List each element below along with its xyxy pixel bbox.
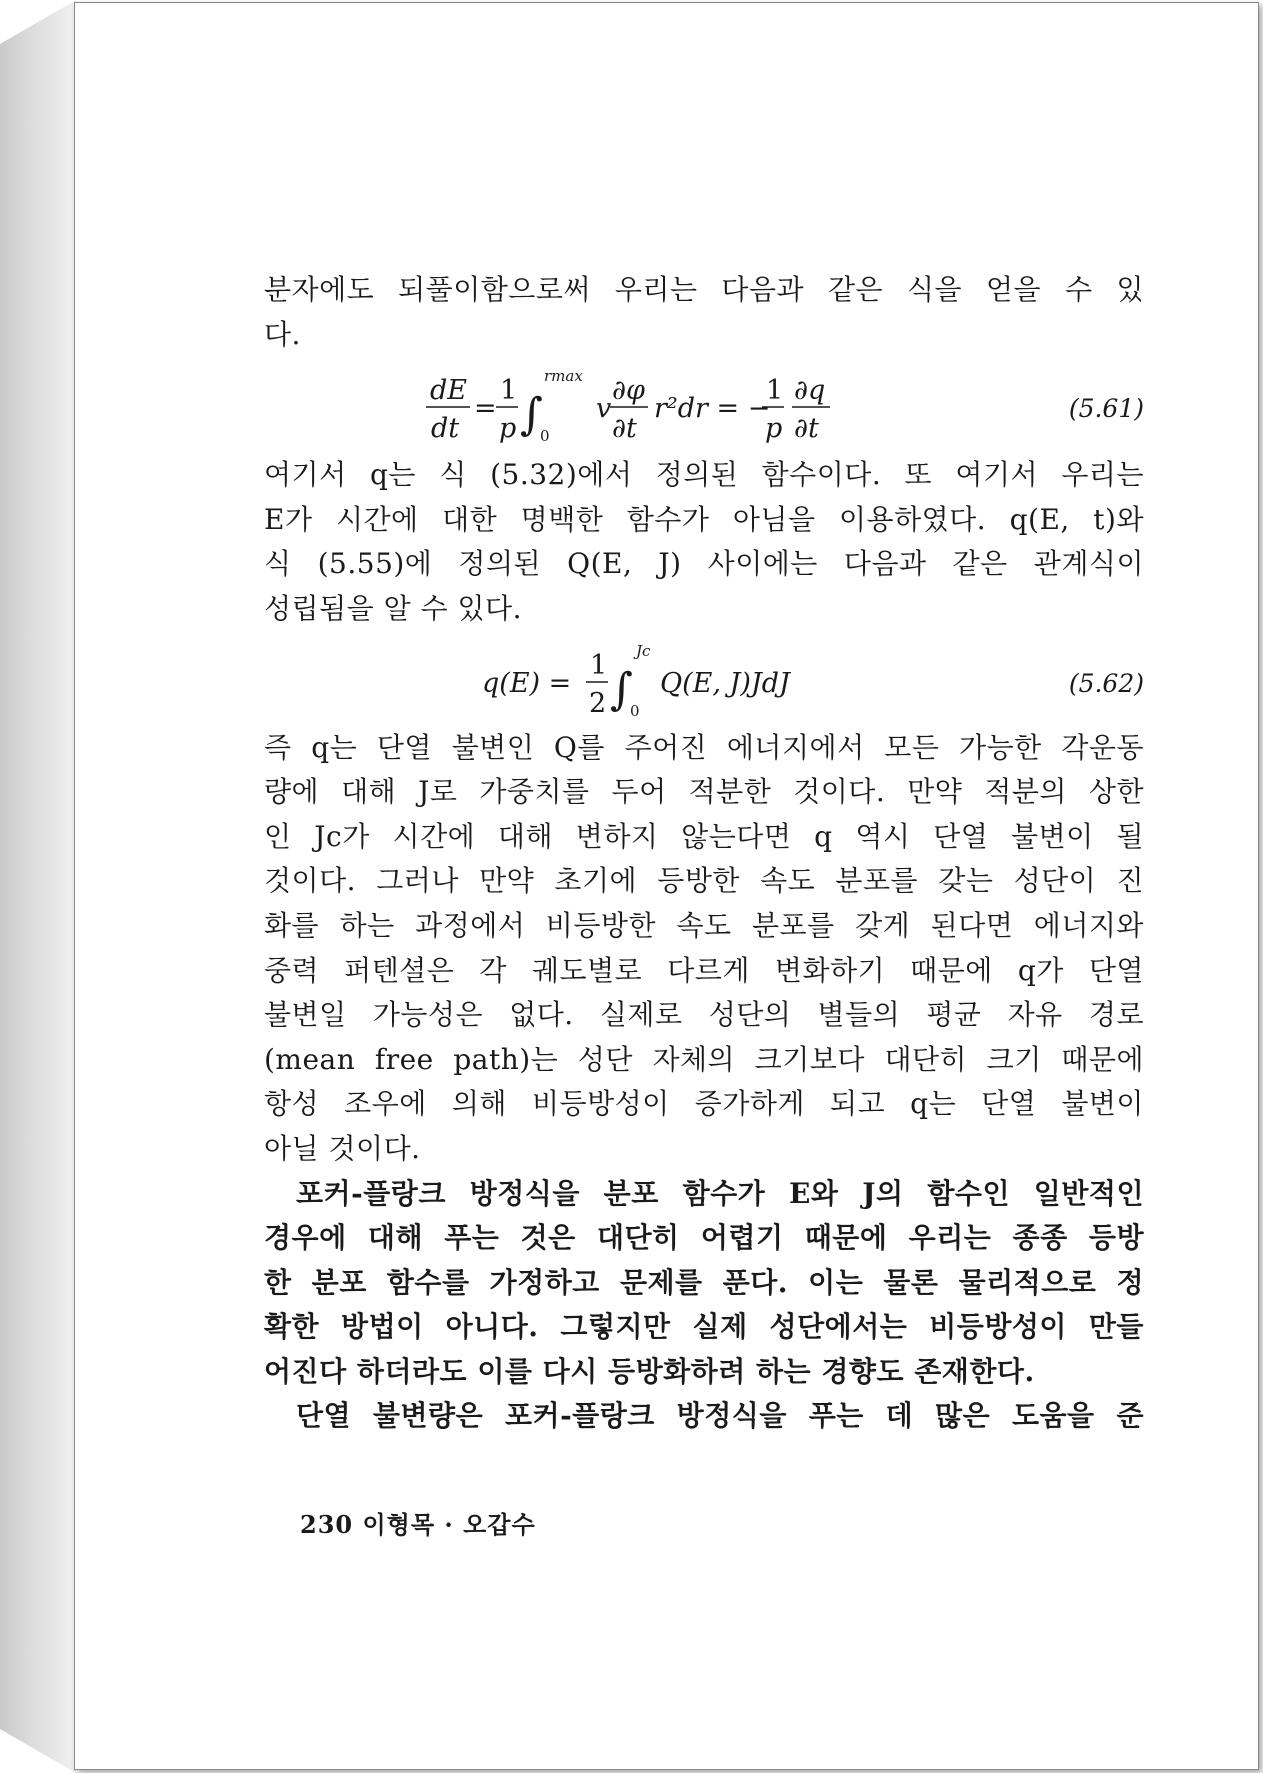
- eq1-int-lower: 0: [540, 427, 550, 446]
- text-line: 량에 대해 J로 가중치를 두어 적분한 것이다. 만약 적분의 상한: [264, 775, 1144, 809]
- eq1-f3-num: 1: [766, 375, 784, 407]
- eq1-lhs-den: dt: [431, 413, 460, 445]
- text-line: E가 시간에 대한 명백한 함수가 아님을 이용하였다. q(E, t)와: [264, 502, 1144, 536]
- eq1-f1-den: p: [499, 413, 517, 445]
- eq1-f1-num: 1: [500, 375, 518, 407]
- text-line: 식 (5.55)에 정의된 Q(E, J) 사이에는 다음과 같은 관계식이: [264, 547, 1144, 581]
- eq1-f3-den: p: [765, 413, 783, 445]
- paragraph-2: [264, 453, 1144, 631]
- text-line: 중력 퍼텐셜은 각 궤도별로 다르게 변화하기 때문에 q가 단열: [264, 953, 1144, 987]
- text-line: 불변일 가능성은 없다. 실제로 성단의 별들의 평균 자유 경로: [264, 998, 1144, 1032]
- equation-5-61: [264, 357, 1144, 453]
- eq2-lhs: q(E) =: [482, 667, 572, 699]
- eq2-rhs: Q(E, J)JdJ: [660, 667, 790, 699]
- eq1-int-upper: rmax: [544, 367, 583, 386]
- svg-text:∫: ∫: [520, 389, 543, 441]
- eq2-f1-den: 2: [589, 687, 607, 719]
- spine-bottom-corner: [0, 1729, 76, 1773]
- page-content: [264, 268, 1144, 1439]
- eq1-f4-num: ∂q: [794, 375, 826, 407]
- page-footer: 230 이형목 · 오갑수: [300, 1510, 536, 1539]
- svg-text:∫: ∫: [610, 663, 633, 715]
- text-line: 경우에 대해 푸는 것은 대단히 어렵기 때문에 우리는 종종 등방: [264, 1221, 1144, 1255]
- eq2-number: (5.62): [1068, 668, 1144, 698]
- eq1-f2-den: ∂t: [612, 413, 637, 445]
- text-line: 화를 하는 과정에서 비등방한 속도 분포를 갖게 된다면 에너지와: [264, 908, 1144, 942]
- eq1-f4-den: ∂t: [794, 413, 819, 445]
- text-line: 포커-플랑크 방정식을 분포 함수가 E와 J의 함수인 일반적인: [296, 1176, 1144, 1210]
- eq1-number: (5.61): [1068, 394, 1144, 424]
- text-line: 인 Jc가 시간에 대해 변하지 않는다면 q 역시 단열 불변이 될: [264, 819, 1144, 853]
- text-line: 것이다. 그러나 만약 초기에 등방한 속도 분포를 갖는 성단이 진: [264, 864, 1144, 898]
- text-line: 즉 q는 단열 불변인 Q를 주어진 에너지에서 모든 가능한 각운동: [264, 730, 1144, 764]
- paragraph-4: [264, 1172, 1144, 1395]
- equation-5-62: [264, 632, 1144, 726]
- text-line: 여기서 q는 식 (5.32)에서 정의된 함수이다. 또 여기서 우리는: [264, 458, 1144, 492]
- text-line: 다.: [264, 317, 301, 351]
- text-line: 한 분포 함수를 가정하고 문제를 푼다. 이는 물론 물리적으로 정: [264, 1265, 1144, 1299]
- eq1-f2-num: ∂φ: [612, 375, 645, 407]
- eq1-v: v: [596, 393, 612, 425]
- eq1-tail: r²dr = −: [654, 393, 771, 425]
- eq2-f1-num: 1: [590, 649, 608, 681]
- text-line: (mean free path)는 성단 자체의 크기보다 대단히 크기 때문에: [264, 1042, 1144, 1076]
- paragraph-5: [264, 1394, 1144, 1439]
- text-line: 단열 불변량은 포커-플랑크 방정식을 푸는 데 많은 도움을 준: [296, 1399, 1144, 1433]
- text-line: 분자에도 되풀이함으로써 우리는 다음과 같은 식을 얻을 수 있: [264, 273, 1144, 306]
- eq2-int-lower: 0: [630, 701, 640, 720]
- text-line: 성립됨을 알 수 있다.: [264, 591, 522, 625]
- paragraph-1: [264, 268, 1144, 357]
- text-line: 항성 조우에 의해 비등방성이 증가하게 되고 q는 단열 불변이: [264, 1087, 1144, 1121]
- book-spine: [0, 0, 76, 1773]
- text-line: 어진다 하더라도 이를 다시 등방화하려 하는 경향도 존재한다.: [264, 1354, 1035, 1388]
- eq2-int-upper: Jc: [636, 641, 651, 660]
- eq1-lhs-num: dE: [430, 375, 467, 407]
- text-line: 확한 방법이 아니다. 그렇지만 실제 성단에서는 비등방성이 만들: [264, 1310, 1144, 1344]
- svg-text:=: =: [474, 393, 497, 425]
- equation-5-62-svg: [264, 632, 1144, 726]
- spine-top-corner: [0, 0, 76, 44]
- equation-5-61-svg: [264, 357, 1144, 453]
- paragraph-3: [264, 726, 1144, 1172]
- text-line: 아닐 것이다.: [264, 1131, 421, 1165]
